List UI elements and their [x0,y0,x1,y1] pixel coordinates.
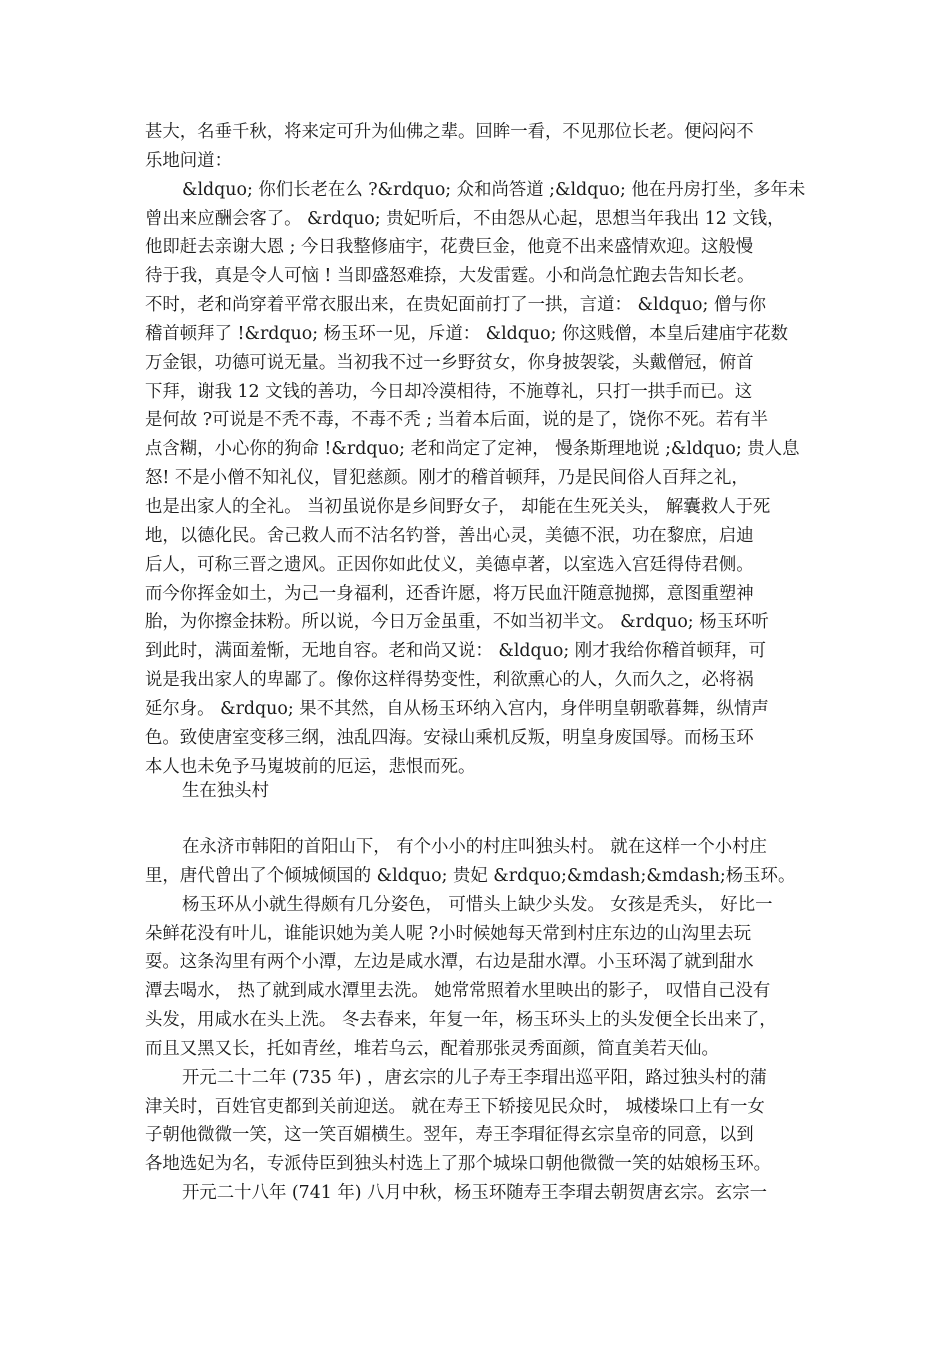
text-line: &ldquo; 你们长老在么 ?&rdquo; 众和尚答道 ;&ldquo; 他在丹房打坐，多年未 [182,179,806,200]
text-line: 稽首顿拜了 !&rdquo; 杨玉环一见，斥道： &ldquo; 你这贱僧，本皇后建庙宇花数 [145,323,789,344]
text-line: 潭去喝水， 热了就到咸水潭里去洗。 她常常照着水里映出的影子， 叹惜自己没有 [145,981,771,1002]
text-line: 而今你挥金如土，为己一身福利，还香许愿，将万民血汗随意抛掷，意图重塑神 [145,583,754,604]
body-text-section-2 [145,833,810,1208]
text-line: 下拜，谢我 12 文钱的善功，今日却冷漠相待，不施尊礼，只打一拱手而已。这 [145,381,753,402]
text-line: 不时，老和尚穿着平常衣服出来，在贵妃面前打了一拱，言道： &ldquo; 僧与你 [145,295,767,316]
text-line: 耍。这条沟里有两个小潭，左边是咸水潭，右边是甜水潭。小玉环渴了就到甜水 [145,952,754,973]
text-line: 到此时，满面羞惭，无地自容。老和尚又说： &ldquo; 刚才我给你稽首顿拜，可 [145,641,767,662]
text-line: 乐地问道： [145,150,232,171]
text-line: 杨玉环从小就生得颇有几分姿色， 可惜头上缺少头发。 女孩是秃头， 好比一 [182,894,773,915]
text-line: 怒! 不是小僧不知礼仪，冒犯慈颜。刚才的稽首顿拜，乃是民间俗人百拜之礼， [145,468,749,489]
text-line: 也是出家人的全礼。 当初虽说你是乡间野女子， 却能在生死关头， 解囊救人于死 [145,496,771,517]
text-line: 说是我出家人的卑鄙了。像你这样得势变性，利欲熏心的人，久而久之，必将祸 [145,670,754,691]
text-line: 而且又黑又长，托如青丝，堆若乌云，配着那张灵秀面颜，简直美若天仙。 [145,1038,719,1059]
text-line: 是何故 ?可说是不秃不毒，不毒不秃 ; 当着本后面，说的是了，饶你不死。若有半 [145,410,769,431]
text-line: 津关时，百姓官吏都到关前迎送。 就在寿王下轿接见民众时， 城楼垛口上有一女 [145,1096,765,1117]
body-text-section-1 [145,118,810,781]
section-heading: 生在独头村 [182,781,269,801]
text-line: 万金银，功德可说无量。当初我不过一乡野贫女，你身披袈裟，头戴僧冠，俯首 [145,352,754,373]
text-line: 本人也未免予马嵬坡前的厄运，悲恨而死。 [145,756,476,777]
text-line: 里，唐代曾出了个倾城倾国的 &ldquo; 贵妃 &rdquo;&mdash;&mdash;杨玉环。 [145,865,796,886]
text-line: 地，以德化民。舍己救人而不沽名钓誉，善出心灵，美德不泯，功在黎庶，启迪 [145,525,754,546]
text-line: 待于我，真是令人可恼 ! 当即盛怒难捺，大发雷霆。小和尚急忙跑去告知长老。 [145,266,755,287]
text-line: 胎，为你擦金抹粉。所以说，今日万金虽重，不如当初半文。 &rdquo; 杨玉环听 [145,612,769,633]
text-line: 延尔身。 &rdquo; 果不其然，自从杨玉环纳入宫内，身伴明皇朝歌暮舞，纵情声 [145,698,769,719]
text-line: 在永济市韩阳的首阳山下， 有个小小的村庄叫独头村。 就在这样一个小村庄 [182,837,767,857]
text-line: 各地选妃为名，专派侍臣到独头村选上了那个城垛口朝他微微一笑的姑娘杨玉环。 [145,1154,772,1175]
text-line: 他即赶去亲谢大恩 ; 今日我整修庙宇，花费巨金，他竟不出来盛情欢迎。这般慢 [145,237,754,258]
text-line: 头发，用咸水在头上洗。 冬去春来，年复一年，杨玉环头上的头发便全长出来了， [145,1010,777,1031]
text-line: 色。致使唐室变移三纲，浊乱四海。安禄山乘机反叛，明皇身废国辱。而杨玉环 [145,727,754,748]
text-line: 子朝他微微一笑，这一笑百媚横生。翌年，寿王李瑁征得玄宗皇帝的同意，以到 [145,1125,754,1146]
text-line: 后人，可称三晋之遗风。正因你如此仗义，美德卓著，以室选入宫廷得侍君侧。 [145,554,754,575]
text-line: 甚大，名垂千秋，将来定可升为仙佛之辈。回眸一看，不见那位长老。便闷闷不 [145,122,754,142]
text-line: 曾出来应酬会客了。 &rdquo; 贵妃听后，不由怨从心起，思想当年我出 12 文钱， [145,208,785,229]
text-line: 朵鲜花没有叶儿，谁能识她为美人呢 ?小时候她每天常到村庄东边的山沟里去玩 [145,923,752,944]
text-line: 开元二十八年 (741 年) 八月中秋，杨玉环随寿王李瑁去朝贺唐玄宗。玄宗一 [182,1183,768,1204]
text-line: 开元二十二年 (735 年) ，唐玄宗的儿子寿王李瑁出巡平阳，路过独头村的蒲 [182,1067,768,1088]
text-line: 点含糊，小心你的狗命 !&rdquo; 老和尚定了定神， 慢条斯理地说 ;&ldquo; 贵人息 [145,439,800,460]
